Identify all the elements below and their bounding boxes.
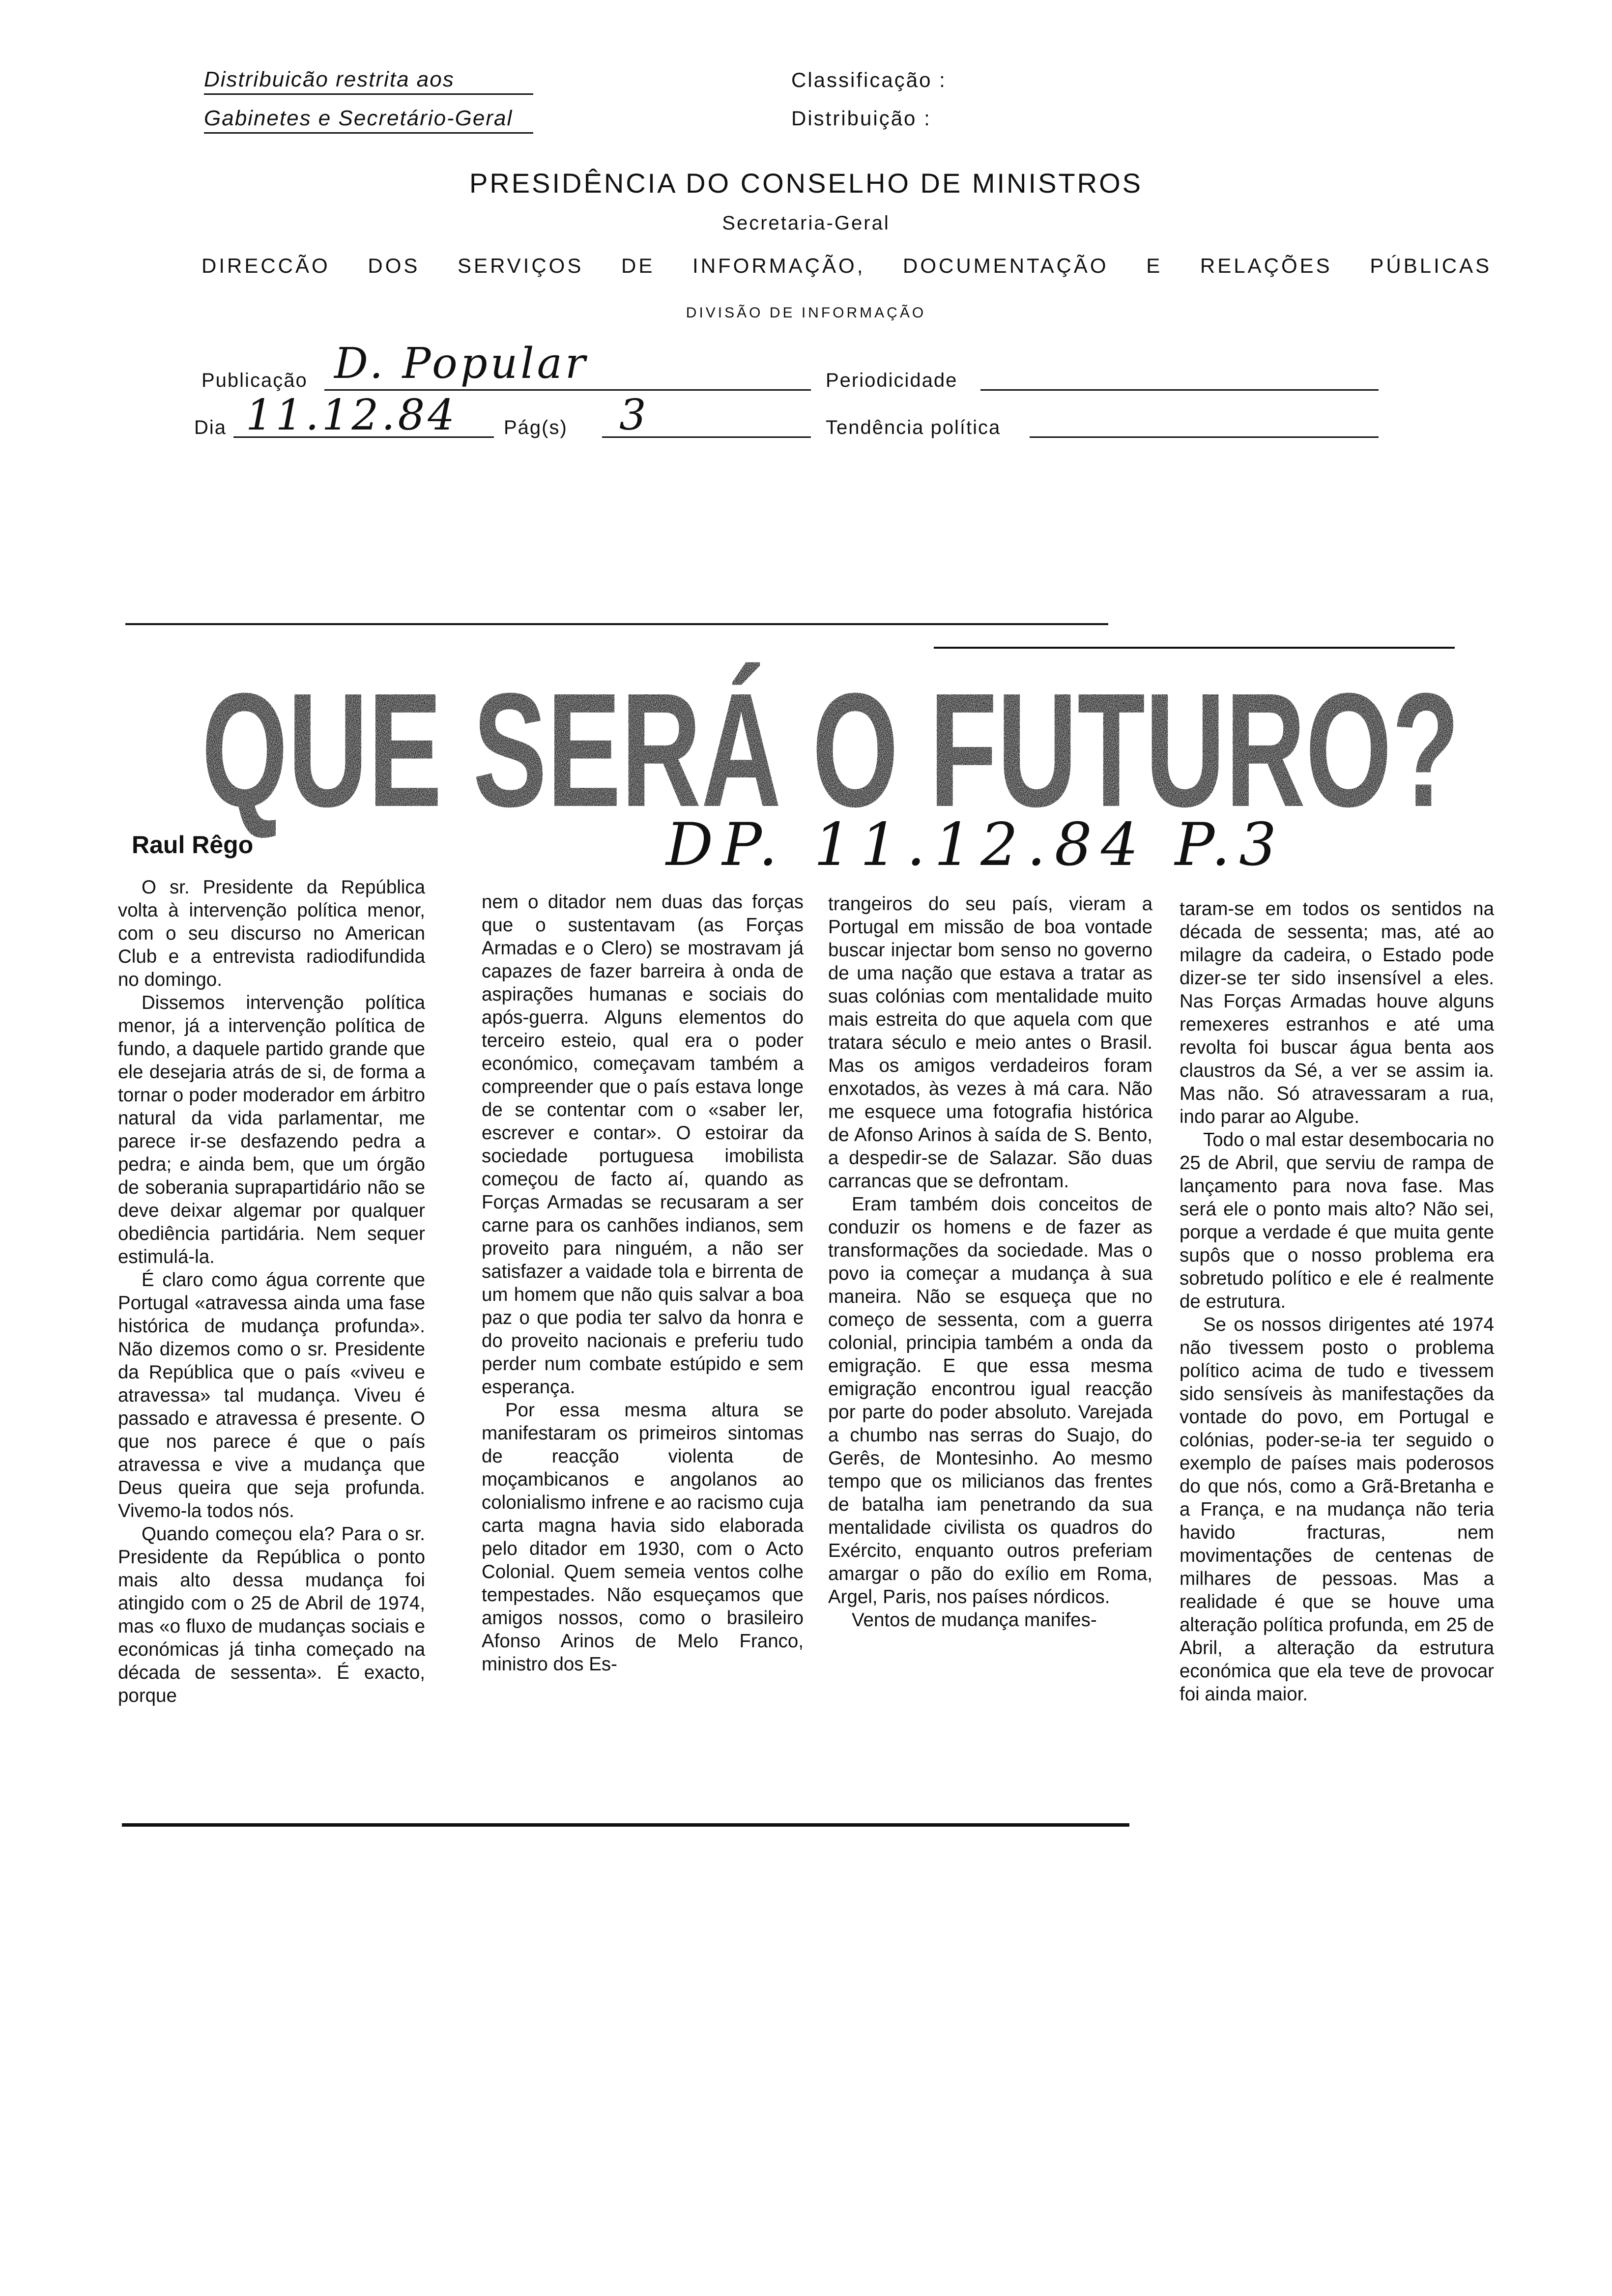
distribution-restriction — [204, 69, 533, 146]
divisao-line: DIVISÃO DE INFORMAÇÃO — [686, 305, 926, 321]
paragraph: Todo o mal estar desembocaria no 25 de Abril, que serviu de rampa de lançamento para nova fase. Mas será ele o ponto mais alto? Não sei, porque a verdade é que muita gente supôs que o nosso problema era sobretudo político e ele é realmente de estrutura. — [1180, 1129, 1494, 1312]
paragraph: nem o ditador nem duas das forças que o sustentavam (as Forças Armadas e o Clero) se mostravam já capazes de fazer barreira à onda de aspirações humanas e sociais do após-guerra. Alguns elementos do terceiro esteio, qual era o poder económico, começavam também a compreender que o país estava longe de se contentar com o «saber ler, escrever e contar». O estoirar da sociedade portuguesa imobilista começou de facto aí, quando as Forças Armadas se recusaram a ser carne para os canhões indianos, sem proveito para ninguém, a não ser satisfazer a vaidade tola e birrenta de um homem que não quis salvar a boa paz o que podia ter salvo da honra e do proveito nacionais e preferiu tudo perder num combate estúpido e sem esperança. — [482, 891, 804, 1398]
article-column-2 — [482, 890, 804, 1676]
pags-line — [602, 436, 811, 438]
tendencia-label: Tendência política — [826, 417, 1001, 438]
byline: Raul Rêgo — [132, 831, 254, 859]
periodicidade-label: Periodicidade — [826, 370, 958, 391]
paragraph: taram-se em todos os sentidos na década de sessenta; mas, até ao milagre da cadeira, o Estado pode dizer-se ter sido insensível a eles. Nas Forças Armadas houve alguns remexeres estranhos e até uma revolta foi buscar água benta aos claustros da Sé, a ver se assim ia. Mas não. Só atravessaram a rua, indo parar ao Algube. — [1180, 898, 1494, 1127]
direccao-line: DIRECCÃO DOS SERVIÇOS DE INFORMAÇÃO, DOCUMENTAÇÃO E RELAÇÕES PÚBLICAS — [202, 254, 1492, 277]
distribuicao-label: Distribuição : — [791, 107, 931, 130]
article-column-4 — [1180, 897, 1494, 1706]
bottom-rule — [122, 1823, 1129, 1827]
classificacao-label: Classificação : — [791, 68, 947, 91]
dia-line — [233, 436, 494, 438]
publicacao-label: Publicação — [202, 370, 308, 391]
restriction-line-1: Distribuicão restrita aos — [204, 69, 533, 95]
paragraph: Eram também dois conceitos de conduzir os homens e de fazer as transformações da sociedade. Mas o povo ia começar a mudança à sua maneira. Não se esqueça que no começo de sessenta, com a guerra colonial, principia também a onda da emigração. E que essa mesma emigração encontrou igual reacção por parte do poder absoluto. Varejada a chumbo nas serras do Suajo, do Gerês, de Montesinho. Ao mesmo tempo que os milicianos das frentes de batalha iam penetrando da sua mentalidade civilista os quadros do Exército, enquanto outros preferiam amargar o pão do exílio em Roma, Argel, Paris, nos países nórdicos. — [828, 1194, 1152, 1607]
publicacao-value: D. Popular — [334, 339, 589, 388]
article-column-3 — [828, 892, 1152, 1632]
handwritten-annotation: DP. 11.12.84 P.3 — [666, 811, 1286, 879]
article-column-1 — [118, 876, 425, 1707]
restriction-line-2: Gabinetes e Secretário-Geral — [204, 108, 533, 134]
pags-label: Pág(s) — [504, 417, 568, 438]
paragraph: Por essa mesma altura se manifestaram os primeiros sintomas de reacção violenta de moçambicanos e angolanos ao colonialismo infrene e ao racismo cuja carta magna havia sido elaborada pelo ditador em 1930, com o Acto Colonial. Quem semeia ventos colhe tempestades. Não esqueçamos que amigos nossos, como o brasileiro Afonso Arinos de Melo Franco, ministro dos Es- — [482, 1400, 804, 1675]
paragraph: Dissemos intervenção política menor, já a intervenção política de fundo, a daquele partido grande que ele desejaria atrás de si, de forma a tornar o poder moderador em árbitro natural da vida parlamentar, me parece ir-se desfazendo pedra a pedra; e ainda bem, que um órgão de soberania suprapartidário não se deve deixar algemar por qualquer obediência partidária. Nem sequer estimulá-la. — [118, 992, 425, 1267]
paragraph: É claro como água corrente que Portugal «atravessa ainda uma fase histórica de mudança profunda». Não dizemos como o sr. Presidente da República que o país «viveu e atravessa» tal mudança. Viveu é passado e atravessa é presente. O que nos parece é que o país atravessa e vive a mudança que Deus queira que seja profunda. Vivemo-la todos nós. — [118, 1269, 425, 1521]
periodicidade-line — [980, 389, 1379, 391]
top-rule — [125, 623, 1108, 625]
paragraph: Se os nossos dirigentes até 1974 não tivessem posto o problema político acima de tudo e tivessem sido sensíveis às manifestações da vontade do povo, em Portugal e colónias, poder-se-ia ter seguido o exemplo de países mais poderosos do que nós, como a Grã-Bretanha e a França, e na mudança não teria havido fracturas, nem movimentações de centenas de milhares de pessoas. Mas a realidade é que se houve uma alteração política profunda, em 25 de Abril, a alteração da estrutura económica que ela teve de provocar foi ainda maior. — [1180, 1314, 1494, 1705]
secretaria-subtitle: Secretaria-Geral — [722, 212, 890, 234]
classification-block — [791, 70, 947, 146]
tendencia-line — [1030, 436, 1379, 438]
paragraph: trangeiros do seu país, vieram a Portugal em missão de boa vontade buscar injectar bom senso no governo de uma nação que estava a tratar as suas colónias com mentalidade muito mais estreita do que aquela com que tratara século e meio antes o Brasil. Mas os amigos verdadeiros foram enxotados, às vezes à má cara. Não me esquece uma fotografia histórica de Afonso Arinos à saída de S. Bento, a despedir-se de Salazar. São duas carrancas que se defrontam. — [828, 893, 1152, 1192]
headline-text: QUE SERÁ O FUTURO? — [202, 659, 1460, 840]
pags-value: 3 — [619, 391, 649, 440]
dia-value: 11.12.84 — [246, 391, 458, 440]
dia-label: Dia — [194, 417, 227, 438]
paragraph: Quando começou ela? Para o sr. Presidente da República o ponto mais alto dessa mudança foi atingido com o 25 de Abril de 1974, mas «o fluxo de mudanças sociais e económicas já tinha começado na década de sessenta». É exacto, porque — [118, 1523, 425, 1706]
presidencia-title: PRESIDÊNCIA DO CONSELHO DE MINISTROS — [469, 168, 1143, 199]
paragraph: O sr. Presidente da República volta à intervenção política menor, com o seu discurso no American Club e a entrevista radiodifundida no domingo. — [118, 877, 425, 990]
paragraph: Ventos de mudança manifes- — [852, 1609, 1097, 1631]
